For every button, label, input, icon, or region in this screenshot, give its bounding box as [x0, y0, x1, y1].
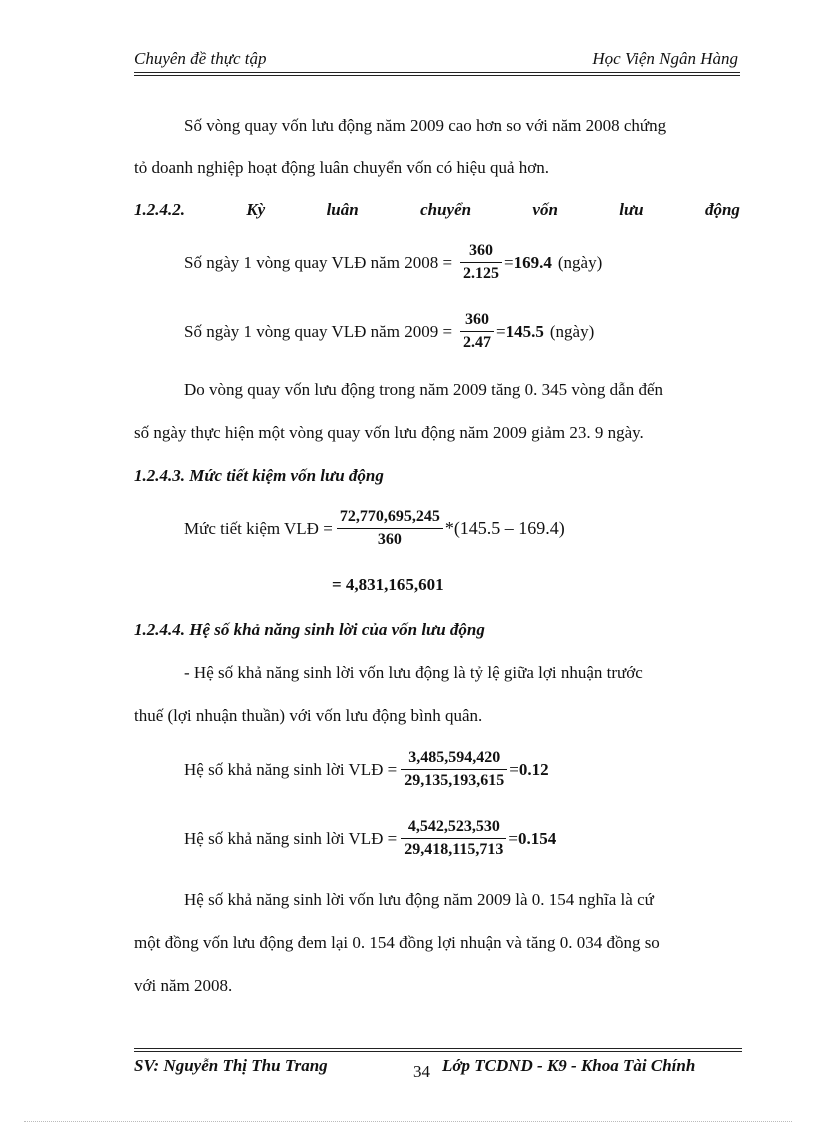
equals-sign: =	[504, 252, 514, 272]
denominator: 29,135,193,615	[404, 772, 505, 789]
formula-multiplier: *(145.5 – 169.4)	[444, 518, 565, 538]
formula-unit: (ngày)	[549, 321, 595, 341]
numerator: 4,542,523,530	[407, 818, 500, 835]
paragraph-4-line-1: Hệ số khả năng sinh lời vốn lưu động năm 2009 là 0. 154 nghĩa là cứ	[184, 890, 654, 909]
fraction	[460, 311, 494, 352]
formula-unit: (ngày)	[557, 252, 603, 272]
footer-rule-2	[134, 1051, 742, 1052]
heading-word: lưu	[619, 200, 644, 219]
equals-sign: =	[509, 759, 519, 779]
paragraph-3-line-2: thuế (lợi nhuận thuần) với vốn lưu động bình quân.	[134, 706, 483, 725]
equals-sign: =	[496, 321, 506, 341]
equals-sign: =	[508, 828, 518, 848]
fraction	[337, 508, 443, 549]
formula-5	[184, 818, 556, 859]
denominator: 29,418,115,713	[404, 841, 504, 858]
formula-label: Số ngày 1 vòng quay VLĐ năm 2008 =	[184, 252, 453, 272]
numerator: 3,485,594,420	[408, 749, 501, 766]
footer-rule	[134, 1048, 742, 1049]
fraction	[401, 749, 507, 790]
paragraph-4-line-2: một đồng vốn lưu động đem lại 0. 154 đồng lợi nhuận và tăng 0. 034 đồng so	[134, 933, 660, 952]
heading-1-2-4-2	[134, 200, 740, 220]
heading-word: vốn	[532, 200, 558, 219]
formula-1	[184, 242, 602, 283]
formula-3-result: = 4,831,165,601	[332, 575, 444, 594]
heading-word: luân	[326, 200, 359, 219]
paragraph-1-line-2: tỏ doanh nghiệp hoạt động luân chuyển vốn có hiệu quả hơn.	[134, 158, 550, 177]
formula-2	[184, 311, 594, 352]
paragraph-2-line-2: số ngày thực hiện một vòng quay vốn lưu động năm 2009 giảm 23. 9 ngày.	[134, 423, 644, 442]
paragraph-2-line-1: Do vòng quay vốn lưu động trong năm 2009 tăng 0. 345 vòng dẫn đến	[184, 380, 664, 399]
formula-result: 169.4	[513, 252, 552, 272]
numerator: 72,770,695,245	[339, 508, 440, 525]
fraction	[401, 818, 506, 859]
page-bottom-dotted-rule	[24, 1121, 792, 1122]
formula-3	[184, 508, 565, 549]
formula-result: 0.154	[518, 828, 557, 848]
footer-student: SV: Nguyễn Thị Thu Trang	[134, 1056, 328, 1075]
denominator: 2.125	[463, 265, 500, 282]
formula-label: Hệ số khả năng sinh lời VLĐ =	[184, 759, 398, 779]
paragraph-3-line-1: - Hệ số khả năng sinh lời vốn lưu động là tỷ lệ giữa lợi nhuận trước	[184, 663, 643, 682]
header-right: Học Viện Ngân Hàng	[592, 49, 738, 68]
fraction	[460, 242, 502, 283]
heading-number: 1.2.4.2.	[134, 200, 185, 219]
paragraph-4-line-3: với năm 2008.	[134, 976, 233, 995]
formula-label: Hệ số khả năng sinh lời VLĐ =	[184, 828, 398, 848]
heading-1-2-4-4: 1.2.4.4. Hệ số khả năng sinh lời của vốn lưu động	[134, 620, 485, 639]
heading-word: chuyển	[420, 200, 472, 219]
formula-result: 145.5	[505, 321, 544, 341]
heading-1-2-4-3: 1.2.4.3. Mức tiết kiệm vốn lưu động	[134, 466, 384, 485]
formula-label: Mức tiết kiệm VLĐ =	[184, 518, 333, 538]
numerator: 360	[465, 311, 490, 328]
heading-word: Kỳ	[246, 200, 266, 219]
page-number: 34	[413, 1062, 430, 1081]
header-rule	[134, 72, 740, 73]
header-left: Chuyên đề thực tập	[134, 49, 267, 68]
formula-result: 0.12	[518, 759, 549, 779]
formula-label: Số ngày 1 vòng quay VLĐ năm 2009 =	[184, 321, 453, 341]
header-rule-2	[134, 75, 740, 76]
footer-class: Lớp TCDND - K9 - Khoa Tài Chính	[442, 1056, 696, 1075]
denominator: 2.47	[463, 334, 492, 351]
denominator: 360	[377, 531, 402, 548]
paragraph-1-line-1: Số vòng quay vốn lưu động năm 2009 cao hơn so với năm 2008 chứng	[184, 116, 667, 135]
heading-word: động	[704, 200, 740, 219]
formula-4	[184, 749, 549, 790]
numerator: 360	[469, 242, 494, 259]
